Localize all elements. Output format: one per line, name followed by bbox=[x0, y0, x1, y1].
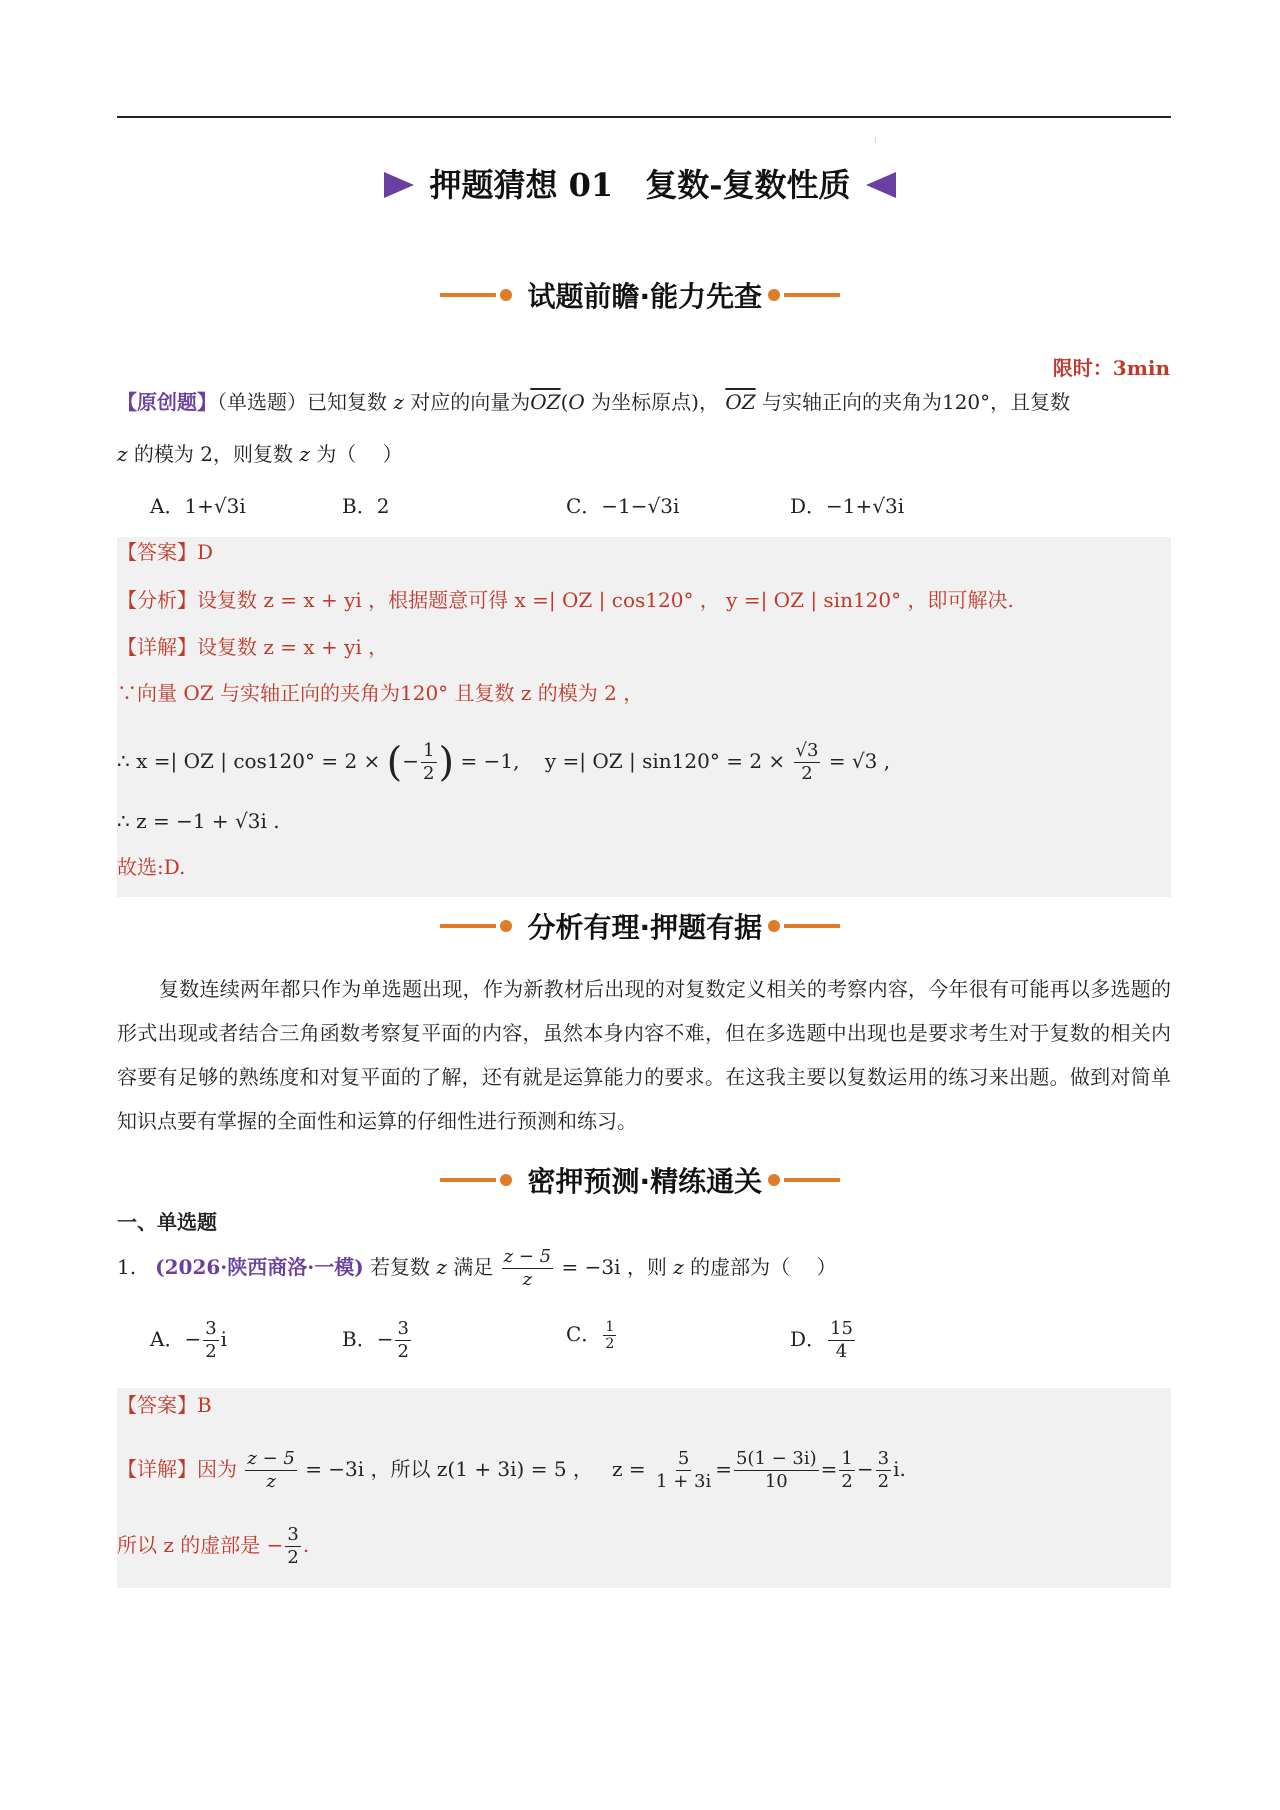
q1-option-b bbox=[342, 1318, 413, 1363]
var-z: z bbox=[299, 442, 310, 466]
title-right-arrow-icon bbox=[866, 172, 896, 198]
frac-den: 2 bbox=[801, 763, 813, 784]
var-o: O bbox=[568, 390, 585, 414]
var-z: z bbox=[436, 1255, 447, 1279]
original-option-a: A．1+√3i bbox=[150, 494, 246, 518]
detail-a: 因为 bbox=[197, 1457, 237, 1481]
frac-num: 1 bbox=[841, 1448, 853, 1469]
original-tag: 【原创题】 bbox=[117, 390, 217, 414]
analysis-paragraph: 复数连续两年都只作为单选题出现，作为新教材后出现的对复数定义相关的考察内容，今年很有可能再以多选题的形式出现或者结合三角函数考察复平面的内容，虽然本身内容不难，但在多选题中出现也是要求考生对于复数的相关内容要有足够的熟练度和对复平面的了解，还有就是运算能力的要求。在这我主要以复数运用的练习来出题。做到对简单知识点要有掌握的全面性和运算的仔细性进行预测和练习。 bbox=[117, 977, 1171, 1133]
frac-sqrt3-2 bbox=[794, 740, 821, 785]
original-option-c: C．−1−√3i bbox=[566, 494, 680, 518]
opt-label: B． bbox=[342, 1327, 377, 1351]
frac-den: 10 bbox=[764, 1471, 788, 1492]
section-bar-left bbox=[440, 1178, 496, 1182]
var-z: z bbox=[393, 390, 404, 414]
section-bar-right bbox=[784, 1178, 840, 1182]
detail-tag: 【详解】 bbox=[117, 635, 197, 659]
opt-label: A． bbox=[150, 1327, 185, 1351]
q-text: 对应的向量为 bbox=[410, 390, 531, 414]
frac-num: 3 bbox=[397, 1318, 409, 1339]
paren-right: ) bbox=[438, 739, 455, 786]
section-title-2: 分析有理·押题有据 bbox=[527, 911, 763, 944]
frac-den: z bbox=[522, 1269, 533, 1290]
original-detail-4: ∴ z = −1 + √3i . bbox=[117, 809, 280, 833]
opt-sign: − bbox=[184, 1327, 202, 1351]
frac-num: 3 bbox=[877, 1448, 890, 1469]
vector-oz: $\overline{OZ}$ bbox=[725, 390, 756, 414]
q-text: 为坐标原点)， bbox=[591, 390, 719, 414]
frac-num: 1 bbox=[423, 740, 435, 761]
frac-num: 3 bbox=[205, 1318, 217, 1339]
original-choose: 故选:D. bbox=[117, 855, 186, 879]
opt-frac bbox=[603, 1319, 616, 1352]
frac-den: z bbox=[266, 1471, 276, 1492]
q-text: 与实轴正向的夹角为120°，且复数 bbox=[761, 390, 1071, 414]
page-title-text: 押题猜想 01 复数-复数性质 bbox=[429, 166, 851, 204]
section-bar-right bbox=[784, 924, 840, 928]
q-text: 的虚部为（ ） bbox=[690, 1255, 837, 1279]
detail-frac-1 bbox=[654, 1448, 713, 1493]
q1-fraction bbox=[502, 1246, 553, 1291]
detail-text-1: 设复数 z = x + yi ， bbox=[197, 635, 389, 659]
section-header-3 bbox=[0, 1160, 1280, 1200]
section-dot-left bbox=[500, 920, 512, 932]
section-bar-right bbox=[784, 293, 840, 297]
detail-frac bbox=[245, 1448, 296, 1493]
frac-den: 2 bbox=[605, 1336, 615, 1352]
q1-source: (2026·陕西商洛·一模) bbox=[155, 1255, 364, 1279]
section-header-2 bbox=[0, 906, 1280, 946]
section-bar-left bbox=[440, 924, 496, 928]
q1-answer: 【答案】B bbox=[117, 1393, 212, 1417]
q-text: 的模为 2，则复数 bbox=[133, 442, 293, 466]
frac-den: 2 bbox=[841, 1471, 853, 1492]
question-section-title: 一、单选题 bbox=[117, 1210, 217, 1234]
original-analysis bbox=[117, 585, 1014, 615]
frac-den: 2 bbox=[287, 1547, 299, 1568]
frac-num: 3 bbox=[287, 1524, 299, 1545]
section-dot-left bbox=[500, 289, 512, 301]
original-option-d: D．−1+√3i bbox=[790, 494, 905, 518]
title-left-arrow-icon bbox=[384, 172, 414, 198]
var-z: z bbox=[673, 1255, 684, 1279]
q1-conclusion: 所以 z 的虚部是 − $\frac{3}{2}$ . bbox=[117, 1524, 310, 1568]
section-header-1 bbox=[0, 275, 1280, 315]
frac-num: 1 bbox=[605, 1319, 615, 1335]
var-z: z bbox=[117, 442, 128, 466]
q-text: （单选题）已知复数 bbox=[217, 390, 387, 414]
q1-option-a bbox=[150, 1318, 227, 1363]
time-limit: 限时：3min bbox=[1052, 356, 1170, 380]
detail-3b: = −1, bbox=[460, 749, 520, 773]
q1-option-c bbox=[566, 1318, 618, 1352]
frac-den: 2 bbox=[397, 1341, 409, 1362]
section-dot-right bbox=[768, 1174, 780, 1186]
opt-label: D． bbox=[790, 1327, 827, 1351]
frac-num: 15 bbox=[830, 1318, 853, 1339]
frac-den: 1 + 3i bbox=[656, 1471, 712, 1492]
q-text: 满足 bbox=[453, 1255, 494, 1279]
section-dot-right bbox=[768, 920, 780, 932]
minus-sign: − bbox=[402, 749, 420, 773]
detail-3a: ∴ x =| OZ | cos120° = 2 × bbox=[117, 749, 381, 773]
original-question-line1 bbox=[117, 387, 1070, 417]
vector-oz: $\overline{OZ}$ bbox=[530, 390, 561, 414]
detail-tag: 【详解】 bbox=[117, 1457, 197, 1481]
q1-stem bbox=[117, 1246, 836, 1291]
page-title bbox=[0, 160, 1280, 206]
opt-sign: − bbox=[376, 1327, 394, 1351]
original-detail-1 bbox=[117, 632, 388, 662]
q1-detail: 【详解】因为 $\frac{z - 5}{z}$ = −3i ，所以 z(1 + 3i) = 5 ， z = $\frac{5}{1 + 3i}$ = $\frac{5(1 - 3i)}{10}$ = $\frac{1}{2}$ − $\frac{3}{2}$ i. bbox=[117, 1448, 906, 1492]
detail-frac-4 bbox=[876, 1448, 891, 1493]
detail-frac-2 bbox=[734, 1448, 819, 1493]
original-answer: 【答案】D bbox=[117, 540, 214, 564]
frac-half bbox=[421, 740, 436, 785]
frac-den: 2 bbox=[423, 763, 435, 784]
frac-num: 5 bbox=[677, 1448, 690, 1469]
opt-frac bbox=[203, 1318, 218, 1363]
detail-b: = −3i ，所以 z(1 + 3i) = 5 ， bbox=[305, 1457, 593, 1481]
frac-den: 4 bbox=[835, 1341, 848, 1362]
original-question-line2 bbox=[117, 439, 403, 469]
detail-frac-3 bbox=[839, 1448, 854, 1493]
opt-frac bbox=[395, 1318, 410, 1363]
frac-num: √3 bbox=[795, 740, 819, 761]
section-title-3: 密押预测·精练通关 bbox=[527, 1165, 763, 1198]
section-dot-left bbox=[500, 1174, 512, 1186]
opt-frac bbox=[828, 1318, 855, 1363]
q-text: 若复数 bbox=[370, 1255, 431, 1279]
original-option-b: B．2 bbox=[342, 494, 390, 518]
opt-label: C． bbox=[566, 1322, 602, 1346]
q1-option-d bbox=[790, 1318, 857, 1363]
section-title-1: 试题前瞻·能力先查 bbox=[527, 280, 763, 313]
margin-mark: ⁝ bbox=[874, 136, 877, 145]
section-bar-left bbox=[440, 293, 496, 297]
frac-num: z − 5 bbox=[247, 1448, 295, 1469]
header-rule bbox=[117, 116, 1171, 118]
detail-3c: y =| OZ | sin120° = 2 × bbox=[544, 749, 786, 773]
q-text: ( bbox=[560, 390, 569, 414]
q1-number: 1. bbox=[117, 1255, 137, 1279]
frac-num: 5(1 − 3i) bbox=[735, 1448, 817, 1469]
detail-c: z = bbox=[612, 1457, 646, 1481]
frac-num: z − 5 bbox=[503, 1246, 552, 1267]
opt-tail: i bbox=[220, 1327, 228, 1351]
analysis-text: 设复数 z = x + yi ，根据题意可得 x =| OZ | cos120° ， y =| OZ | sin120° ，即可解决. bbox=[197, 588, 1014, 612]
conclusion-frac bbox=[285, 1524, 300, 1569]
conclusion-text: 所以 z 的虚部是 − bbox=[117, 1533, 284, 1557]
q-text: = −3i ，则 bbox=[561, 1255, 667, 1279]
analysis-tag: 【分析】 bbox=[117, 588, 197, 612]
q-text: 为（ ） bbox=[316, 442, 403, 466]
frac-den: 2 bbox=[205, 1341, 217, 1362]
paren-left: ( bbox=[386, 739, 403, 786]
detail-3d: = √3 , bbox=[828, 749, 891, 773]
section-dot-right bbox=[768, 289, 780, 301]
original-detail-2: ∵向量 OZ 与实轴正向的夹角为120° 且复数 z 的模为 2 ， bbox=[117, 681, 644, 705]
frac-den: 2 bbox=[877, 1471, 890, 1492]
original-detail-3 bbox=[117, 740, 890, 785]
